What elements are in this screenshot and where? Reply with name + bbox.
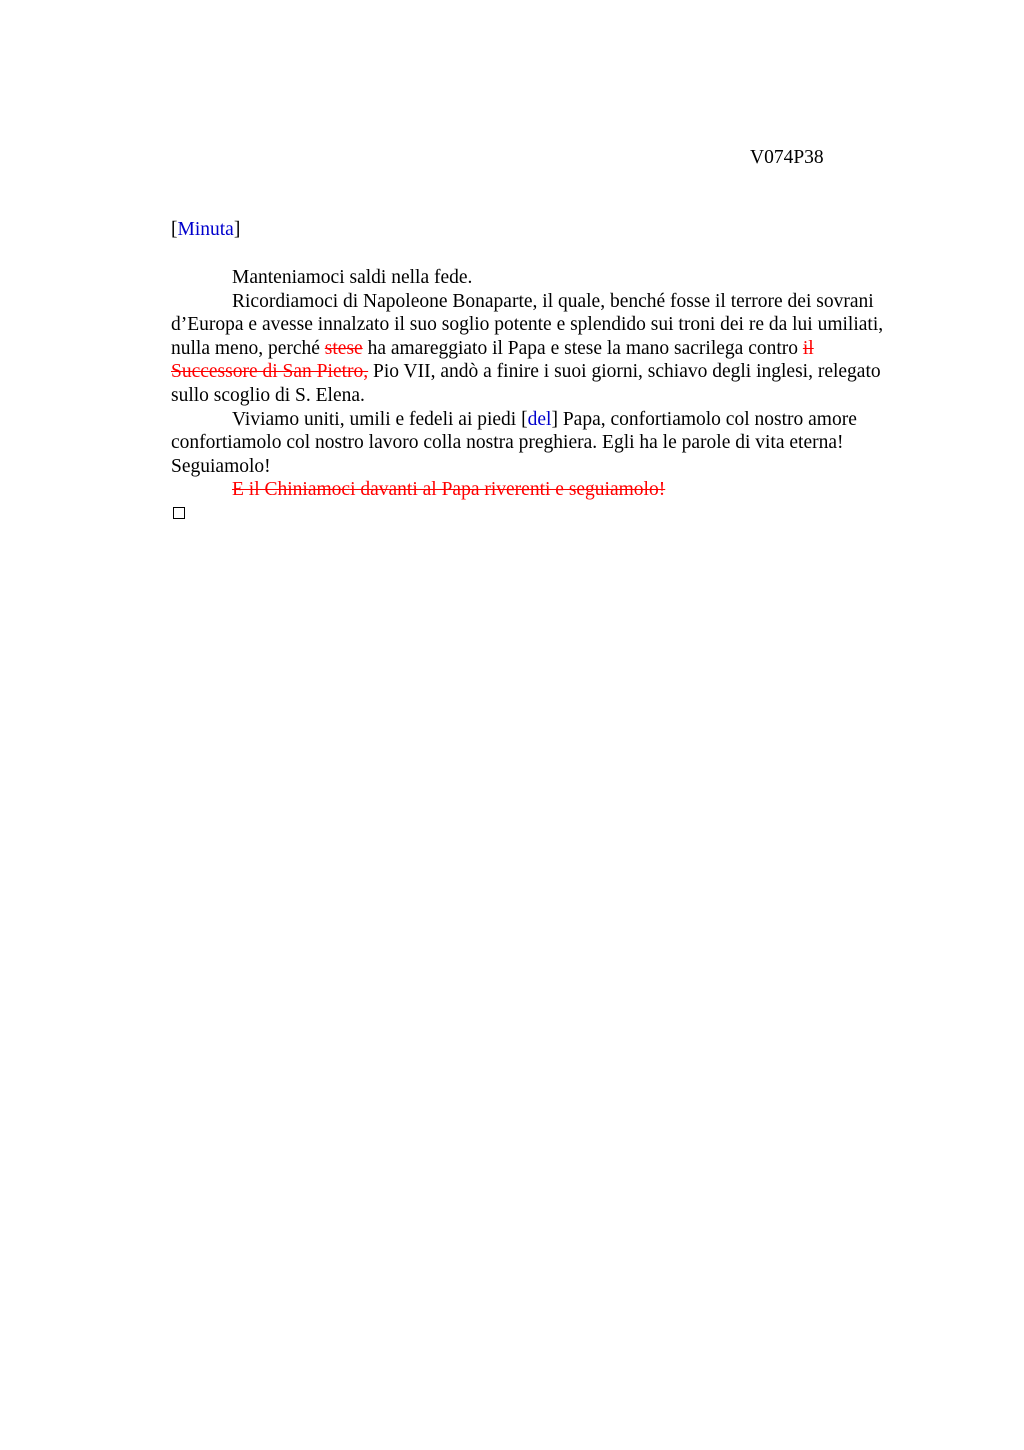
heading-bracket-open: [	[171, 219, 178, 240]
unity-line-2: confortiamolo col nostro lavoro colla nostra preghiera. Egli ha le parole di vita eterna!	[171, 432, 844, 454]
page-identifier: V074P38	[750, 147, 824, 168]
editorial-bracket-close: ]	[551, 408, 558, 430]
paragraph-deleted	[171, 478, 931, 502]
end-of-text-square-icon	[173, 507, 185, 519]
deleted-phrase-successore: Successore di San Pietro,	[171, 361, 369, 383]
editorial-insertion-del: del	[527, 408, 552, 430]
document-heading	[171, 218, 240, 242]
unity-line-1-text-b: Papa, confortiamolo col nostro amore	[557, 408, 857, 430]
deleted-sentence-chiniamoci: E il Chiniamoci davanti al Papa riverenti e seguiamolo!	[232, 479, 666, 501]
napoleon-line-3	[171, 337, 931, 361]
paragraph-unity	[171, 408, 931, 479]
napoleon-line-4	[171, 360, 931, 384]
editorial-bracket-open: [	[521, 408, 528, 430]
napoleon-line-3-text-b: ha amareggiato il Papa e stese la mano sacrilega contro	[362, 337, 803, 359]
unity-line-3: Seguiamolo!	[171, 455, 271, 477]
deleted-word-il: il	[802, 337, 814, 359]
unity-line-1	[232, 409, 857, 430]
napoleon-line-4-text: Pio VII, andò a finire i suoi giorni, schiavo degli inglesi, relegato	[368, 361, 881, 383]
deleted-word-stese: stese	[324, 337, 363, 359]
napoleon-line-1: Ricordiamoci di Napoleone Bonaparte, il quale, benché fosse il terrore dei sovrani	[232, 290, 874, 312]
paragraph-faith: Manteniamoci saldi nella fede.	[232, 267, 473, 288]
paragraph-napoleon	[171, 290, 931, 408]
napoleon-line-5: sullo scoglio di S. Elena.	[171, 384, 365, 406]
heading-bracket-close: ]	[233, 219, 241, 240]
letter-body	[171, 266, 931, 502]
heading-editorial-label: Minuta	[177, 219, 234, 240]
napoleon-line-2: d’Europa e avesse innalzato il suo soglio potente e splendido sui troni dei re da lui umiliati,	[171, 314, 884, 336]
napoleon-line-3-text-a: nulla meno, perché	[171, 337, 325, 359]
unity-line-1-text-a: Viviamo uniti, umili e fedeli ai piedi	[232, 408, 522, 430]
